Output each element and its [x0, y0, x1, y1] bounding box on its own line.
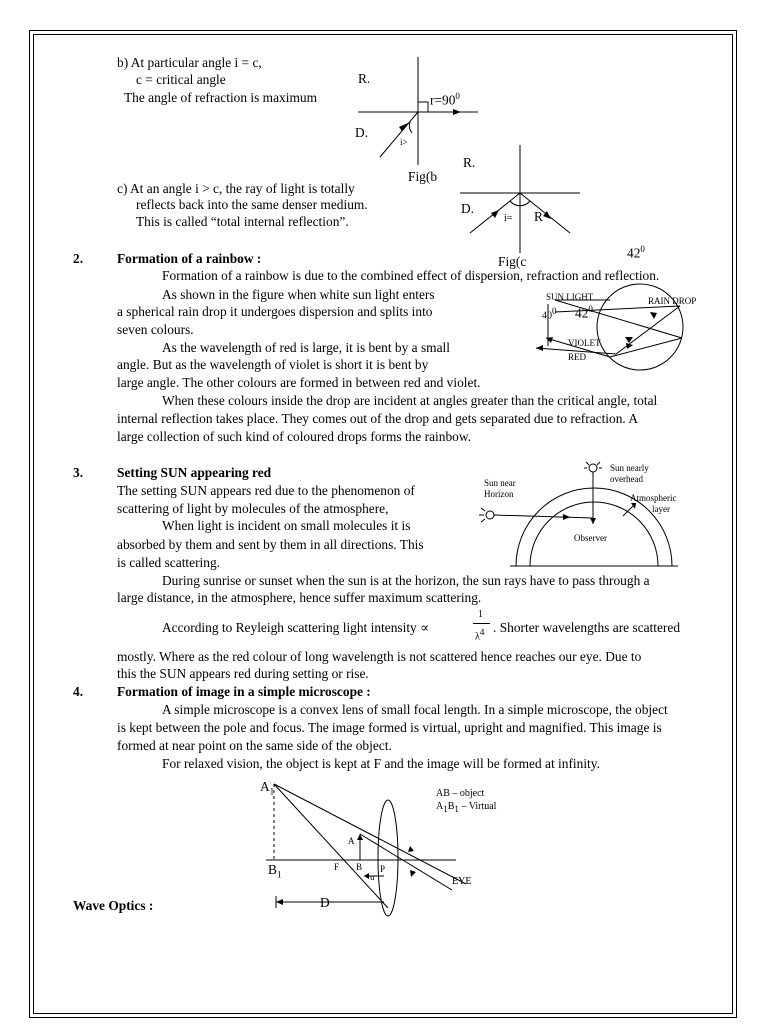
microscope-legend-b: B [447, 801, 455, 812]
sun-overhead-label-2: overhead [610, 474, 643, 484]
para-c-line1: c) At an angle i > c, the ray of light is totally [117, 181, 355, 196]
s3-line-4: absorbed by them and sent by them in all directions. This [117, 537, 424, 552]
microscope-p-label: P [380, 864, 386, 874]
rainbow-angle-42-sup: 0 [588, 304, 593, 314]
rainbow-red-label: RED [568, 352, 586, 362]
rainbow-angle-40-sup: 0 [552, 306, 557, 316]
s4-line-1: A simple microscope is a convex lens of small focal length. In a simple microscope, the object [162, 702, 668, 717]
fig-b-label-d: D. [355, 125, 369, 140]
para-b-line1: b) At particular angle i = c, [117, 55, 262, 70]
figure-sun-scattering [478, 458, 708, 568]
rainbow-angle-42: 42 [575, 305, 589, 321]
figure-total-internal-reflection [458, 143, 588, 268]
section-4-number: 4. [73, 684, 84, 699]
s2-line-2: As shown in the figure when white sun light enters [162, 287, 435, 302]
para-c-line3: This is called “total internal reflection”. [136, 214, 349, 229]
atmosphere-label-2: layer [652, 504, 670, 514]
sun-near-label-1: Sun near [484, 478, 516, 488]
microscope-b1-label: B [268, 862, 277, 877]
microscope-legend-b-sub: 1 [454, 804, 459, 814]
s2-line-1: Formation of a rainbow is due to the combined effect of dispersion, refraction and reflection. [162, 268, 660, 283]
s3-tail-1: mostly. Where as the red colour of long wavelength is not scattered hence reaches our eye. Due to [117, 649, 642, 664]
s3-line-1: The setting SUN appears red due to the phenomenon of [117, 483, 415, 498]
microscope-a1-sub: 1 [269, 786, 275, 797]
observer-label: Observer [574, 533, 607, 543]
fig-b-r-eq: r=90 [430, 92, 456, 108]
s3-line-2: scattering of light by molecules of the atmosphere, [117, 501, 389, 516]
microscope-b-label: B [356, 862, 363, 872]
fig-c-r-label: R [534, 209, 543, 224]
para-c-line2: reflects back into the same denser medium. [136, 197, 368, 212]
s3-line-6: During sunrise or sunset when the sun is at the horizon, the sun rays have to pass through a [162, 573, 650, 588]
s4-line-2: is kept between the pole and focus. The image formed is virtual, upright and magnified. This image is [117, 720, 662, 735]
s2-line-6: angle. But as the wavelength of violet is short it is bent by [117, 357, 429, 372]
rainbow-sunlight-label: SUN LIGHT [546, 292, 594, 302]
fig-c-i-label: i= [504, 213, 513, 224]
fig-c-caption: Fig(c [498, 254, 527, 269]
s2-line-10: large collection of such kind of coloured drops forms the rainbow. [117, 429, 472, 444]
s2-line-8: When these colours inside the drop are incident at angles greater than the critical angle, total [162, 393, 658, 408]
section-2-angle: 42 [627, 245, 641, 261]
section-2-number: 2. [73, 251, 84, 266]
section-3-heading: Setting SUN appearing red [117, 465, 272, 480]
s3-line-3: When light is incident on small molecules it is [162, 518, 411, 533]
sun-overhead-label-1: Sun nearly [610, 463, 649, 473]
para-b-line2: c = critical angle [136, 72, 226, 87]
microscope-legend-a-sub: 1 [443, 804, 448, 814]
s4-line-4: For relaxed vision, the object is kept at F and the image will be formed at infinity. [162, 756, 600, 771]
figure-rainbow-raindrop [530, 282, 700, 372]
microscope-f-label: F [334, 862, 340, 872]
fig-b-i-label: i> [400, 137, 408, 147]
microscope-legend-object: AB – object [436, 788, 485, 799]
s3-line-5: is called scattering. [117, 555, 220, 570]
figure-simple-microscope [256, 778, 516, 918]
microscope-d-label: D [320, 895, 330, 910]
s2-line-3: a spherical rain drop it undergoes dispersion and splits into [117, 304, 433, 319]
microscope-eye-label: EYE [452, 876, 472, 887]
rayleigh-denominator-sup: 4 [479, 627, 485, 637]
s3-tail-2: this the SUN appears red during setting or rise. [117, 666, 369, 681]
rayleigh-post: . Shorter wavelengths are scattered [493, 620, 681, 635]
microscope-u-label: u [370, 872, 375, 882]
microscope-b1-sub: 1 [276, 869, 282, 880]
s2-line-9: internal reflection takes place. They comes out of the drop and gets separated due to refraction. A [117, 411, 639, 426]
fig-b-caption: Fig(b [408, 169, 438, 184]
rainbow-violet-label: VIOLET [568, 338, 601, 348]
fig-b-label-r: R. [358, 71, 371, 86]
rayleigh-fraction-bar [473, 623, 490, 624]
microscope-legend-virtual: – Virtual [458, 801, 497, 812]
s2-line-4: seven colours. [117, 322, 194, 337]
section-2-heading: Formation of a rainbow : [117, 251, 262, 266]
s2-line-5: As the wavelength of red is large, it is bent by a small [162, 340, 450, 355]
fig-c-label-d: D. [461, 201, 475, 216]
para-b-line3: The angle of refraction is maximum [124, 90, 317, 105]
rayleigh-pre: According to Reyleigh scattering light intensity ∝ [162, 620, 430, 635]
microscope-legend-a: A [436, 801, 444, 812]
section-2-angle-sup: 0 [640, 244, 645, 254]
fig-c-label-r: R. [463, 155, 476, 170]
rayleigh-denominator: λ [475, 631, 480, 643]
s2-line-7: large angle. The other colours are formed in between red and violet. [117, 375, 481, 390]
s3-line-7: large distance, in the atmosphere, hence suffer maximum scattering. [117, 590, 482, 605]
atmosphere-label-1: Atmospheric [630, 493, 677, 503]
section-4-heading: Formation of image in a simple microscope : [117, 684, 371, 699]
microscope-a-label: A [348, 836, 355, 846]
s4-line-3: formed at near point on the same side of the object. [117, 738, 392, 753]
rainbow-angle-40: 40 [542, 310, 552, 322]
rayleigh-numerator: 1 [478, 609, 483, 620]
sun-near-label-2: Horizon [484, 489, 514, 499]
microscope-a1-label: A [260, 779, 270, 794]
section-3-number: 3. [73, 465, 84, 480]
rainbow-raindrop-label: RAIN DROP [648, 296, 697, 306]
wave-optics-heading: Wave Optics : [73, 898, 154, 913]
fig-b-r-sup: 0 [455, 91, 460, 101]
